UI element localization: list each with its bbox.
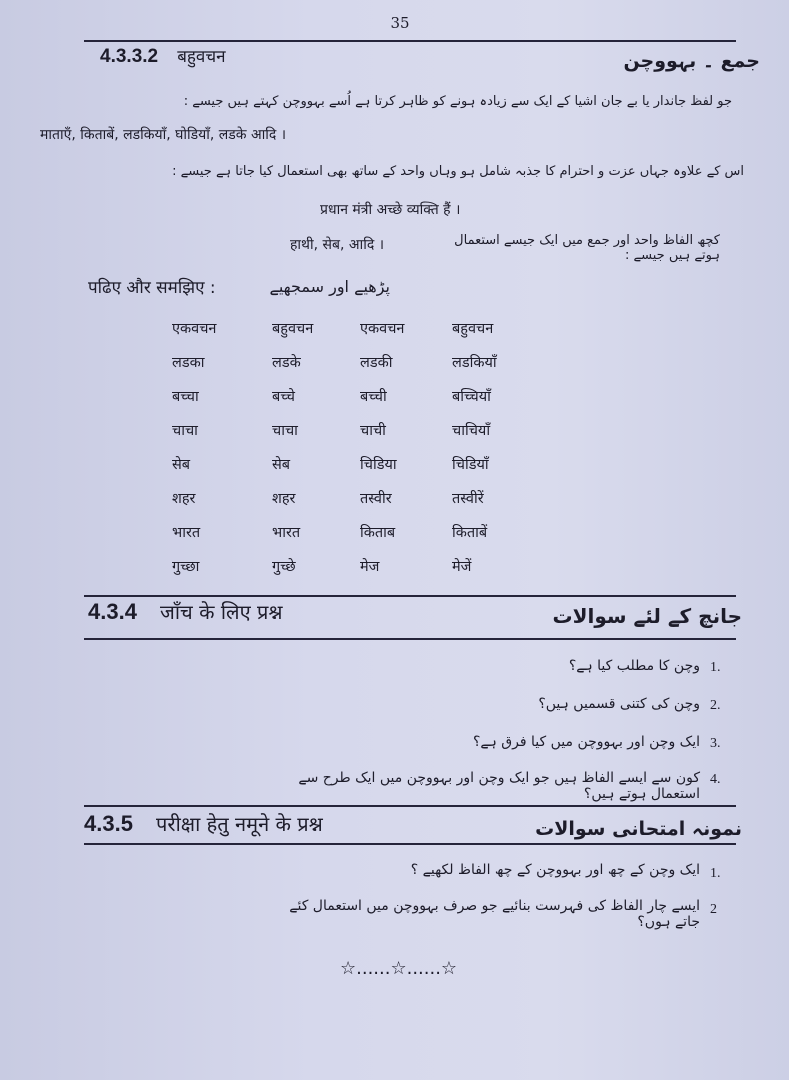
table-cell: लडकी — [360, 355, 393, 371]
section-number: 4.3.4 — [88, 599, 137, 624]
question-number: 1. — [710, 660, 721, 675]
question-text: ایسے چار الفاظ کی فہرست بنائیے جو صرف بہووچن میں استعمال کئے جاتے ہوں؟ — [289, 898, 700, 930]
table-cell: चाचा — [172, 423, 198, 439]
table-cell: बहुवचन — [452, 321, 494, 337]
section-title-hindi: जाँच के लिए प्रश्न — [160, 600, 283, 624]
table-cell: शहर — [172, 491, 196, 507]
section-heading-4332 — [100, 44, 226, 68]
question-list-435 — [260, 862, 740, 930]
question-list-434 — [260, 658, 740, 802]
table-cell: लडकियाँ — [452, 355, 497, 371]
table-cell: सेब — [172, 457, 191, 473]
question-number: 3. — [710, 736, 721, 751]
section-rule-bottom — [84, 843, 736, 845]
section-number: 4.3.3.2 — [100, 46, 159, 67]
question-number: 2. — [710, 698, 721, 713]
question-number: 4. — [710, 772, 721, 787]
table-cell: बच्चियाँ — [452, 389, 491, 405]
table-cell: भारत — [272, 525, 301, 541]
section-rule-top — [84, 805, 736, 807]
footer-star-divider: ☆......☆......☆ — [340, 958, 458, 979]
table-cell: एकवचन — [172, 321, 217, 337]
table-cell: बच्चे — [272, 389, 295, 405]
read-understand-urdu: پڑھیے اور سمجھیے — [269, 277, 390, 296]
section-heading-435 — [84, 810, 323, 837]
table-cell: लडका — [172, 355, 205, 371]
table-cell: लडके — [272, 355, 301, 371]
table-cell: किताबें — [452, 525, 488, 541]
definition-line-urdu: جو لفظ جاندار یا بے جان اشیا کے ایک سے زیادہ ہونے کو ظاہر کرتا ہے اُسے بہووچن کہتے ہیں جیسے : — [183, 94, 732, 109]
table-cell: गुच्छा — [172, 559, 200, 575]
example-line-hindi: माताएँ, किताबें, लडकियाँ, घोडियाँ, लडके आदि । — [40, 127, 287, 143]
table-cell: भारत — [172, 525, 201, 541]
header-rule — [84, 40, 736, 42]
table-cell: चाची — [360, 423, 386, 439]
table-cell: चिडियाँ — [452, 457, 489, 473]
table-cell: मेज — [360, 559, 380, 575]
section-title-hindi: बहुवचन — [177, 47, 226, 67]
table-cell: बच्चा — [172, 389, 199, 405]
section-heading-434 — [88, 598, 283, 625]
section-number: 4.3.5 — [84, 811, 133, 836]
respect-line-urdu: اس کے علاوہ جہاں عزت و احترام کا جذبہ شامل ہو وہاں واحد کے ساتھ بھی استعمال کیا جاتا ہے جیسے : — [172, 164, 744, 179]
same-words-line — [290, 233, 720, 263]
table-cell: चिडिया — [360, 457, 397, 473]
section-rule-top — [84, 595, 736, 597]
table-cell: मेजें — [452, 559, 472, 575]
section-title-hindi: परीक्षा हेतु नमूने के प्रश्न — [156, 812, 323, 836]
page-number: 35 — [390, 14, 410, 32]
section-title-urdu: نمونہ امتحانی سوالات — [535, 818, 742, 840]
question-text: وچن کا مطلب کیا ہے؟ — [568, 658, 700, 674]
same-words-urdu: کچھ الفاظ واحد اور جمع میں ایک جیسے استعمال ہوتے ہیں جیسے : — [454, 233, 720, 263]
table-cell: शहर — [272, 491, 296, 507]
question-text: ایک وچن کے چھ اور بہووچن کے چھ الفاظ لکھیے ؟ — [410, 862, 700, 878]
question-number: 1. — [710, 866, 721, 881]
question-text: ایک وچن اور بہووچن میں کیا فرق ہے؟ — [472, 734, 700, 750]
read-understand-hindi: पढिए और समझिए : — [88, 278, 216, 298]
table-cell: एकवचन — [360, 321, 405, 337]
question-number: 2 — [710, 902, 717, 917]
question-text: کون سے ایسے الفاظ ہیں جو ایک وچن اور بہووچن میں ایک طرح سے استعمال ہوتے ہیں؟ — [298, 770, 700, 802]
table-cell: किताब — [360, 525, 396, 541]
table-cell: तस्वीरें — [452, 491, 484, 507]
table-cell: चाचा — [272, 423, 298, 439]
table-cell: बहुवचन — [272, 321, 314, 337]
section-title-urdu: جانچ کے لئے سوالات — [552, 604, 742, 628]
same-words-hindi: हाथी, सेब, आदि । — [290, 237, 385, 253]
table-cell: सेब — [272, 457, 291, 473]
table-cell: तस्वीर — [360, 491, 392, 507]
section-rule-bottom — [84, 638, 736, 640]
section-title-urdu: جمع ۔ بہووچن — [623, 50, 760, 72]
question-text: وچن کی کتنی قسمیں ہیں؟ — [538, 696, 700, 712]
word-table — [160, 318, 540, 578]
table-cell: बच्ची — [360, 389, 387, 405]
table-cell: गुच्छे — [272, 559, 296, 575]
respect-example-hindi: प्रधान मंत्री अच्छे व्यक्ति हैं । — [320, 202, 461, 218]
table-cell: चाचियाँ — [452, 423, 491, 439]
